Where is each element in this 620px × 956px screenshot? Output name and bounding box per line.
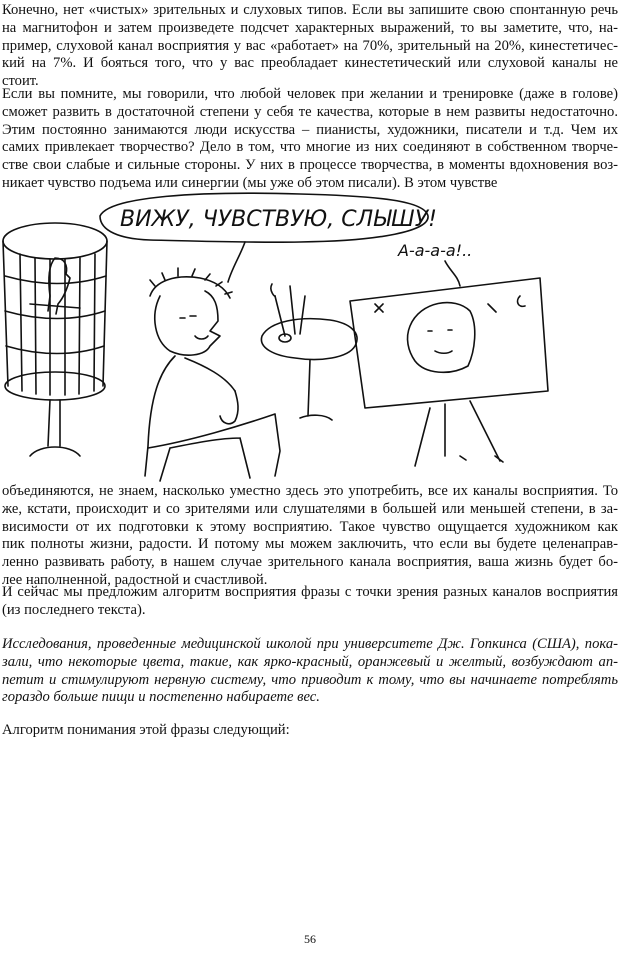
- text-line: (из последнего текста).: [2, 601, 146, 618]
- speech-bubble-text: ВИЖУ, ЧУВСТВУЮ, СЛЫШУ!: [120, 207, 437, 232]
- paragraph-2: [2, 86, 618, 193]
- paragraph-quote-italic: [2, 636, 618, 707]
- text-line: зали, что некоторые цвета, такие, как ярко-красный, оранжевый и желтый, возбуждают ап-: [2, 653, 618, 670]
- text-line: ленно развивать работу, в нашем случае зрительного канала восприятия, ваша жизнь будет бо-: [2, 554, 618, 571]
- paragraph-1: [2, 2, 618, 91]
- page-number: 56: [304, 932, 316, 946]
- text-line: петит и стимулируют нервную систему, что приводит к тому, что вы начинаете потреблять: [2, 671, 618, 688]
- easel-painting-drawing: [350, 261, 548, 466]
- painting-exclaim-text: А-а-а-а!..: [398, 241, 473, 260]
- text-line: Этим постоянно занимаются люди искусства – пианисты, художники, писатели и т.д. Чем их: [2, 121, 618, 138]
- text-line: пример, слуховой канал восприятия у вас «работает» на 70%, зрительный на 20%, кинестетичес-: [2, 37, 618, 54]
- text-line: самих привлекает творчество? Дело в том, что многие из них соединяют в собственном творче-: [2, 139, 618, 156]
- artist-figure-drawing: [145, 268, 280, 481]
- text-line: Если вы помните, мы говорили, что любой человек при желании и тренировке (даже в голове): [2, 86, 618, 102]
- text-line: объединяются, не знаем, насколько уместно здесь это употребить, все их каналы восприятия. То: [2, 483, 618, 499]
- text-line: гораздо больше пищи и постепенно набираете вес.: [2, 689, 320, 706]
- illustration-artist-drawing: [0, 186, 620, 482]
- text-line: на магнитофон и затем произведете подсчет характерных выражений, то вы заметите, что, на-: [2, 19, 618, 36]
- text-line: Исследования, проведенные медицинской школой при университете Дж. Гопкинса (США), пока-: [2, 636, 618, 652]
- text-line: пик полноты жизни, радости. И потому мы можем заключить, что если вы будете целенаправ-: [2, 536, 618, 553]
- text-line: сможет развить в достаточной степени у себя те качества, которые в нем развиты недостаточно.: [2, 103, 618, 120]
- palette-drawing: [261, 284, 357, 420]
- text-line: никает чувство подъема или синергии (мы уже об этом писали). В этом чувстве: [2, 174, 498, 191]
- text-line: же, кстати, происходит и со зрителями или слушателями в большей или меньшей степени, в за-: [2, 500, 618, 517]
- text-line: лее наполненной, радостной и счастливой.: [2, 571, 268, 588]
- text-line: стве свои слабые и сильные стороны. У них в процессе творчества, в моменты вдохновения воз-: [2, 157, 618, 174]
- text-line: кий на 7%. И бояться того, что у вас преобладает кинестетический или слуховой каналы не: [2, 55, 618, 72]
- text-line: И сейчас мы предложим алгоритм восприятия фразы с точки зрения разных каналов восприятия: [2, 584, 618, 600]
- paragraph-3: [2, 483, 618, 590]
- text-line: стоит.: [2, 73, 39, 90]
- speech-bubble-tail: [228, 242, 245, 282]
- text-line: Конечно, нет «чистых» зрительных и слуховых типов. Если вы запишите свою спонтанную речь: [2, 2, 618, 18]
- bird-cage-drawing: [3, 223, 107, 456]
- paragraph-4: [2, 584, 618, 620]
- paragraph-6: [2, 722, 618, 740]
- text-line: висимости от их подготовки к этому восприятию. Такое чувство ощущается художником как: [2, 518, 618, 535]
- text-line: Алгоритм понимания этой фразы следующий:: [2, 722, 290, 738]
